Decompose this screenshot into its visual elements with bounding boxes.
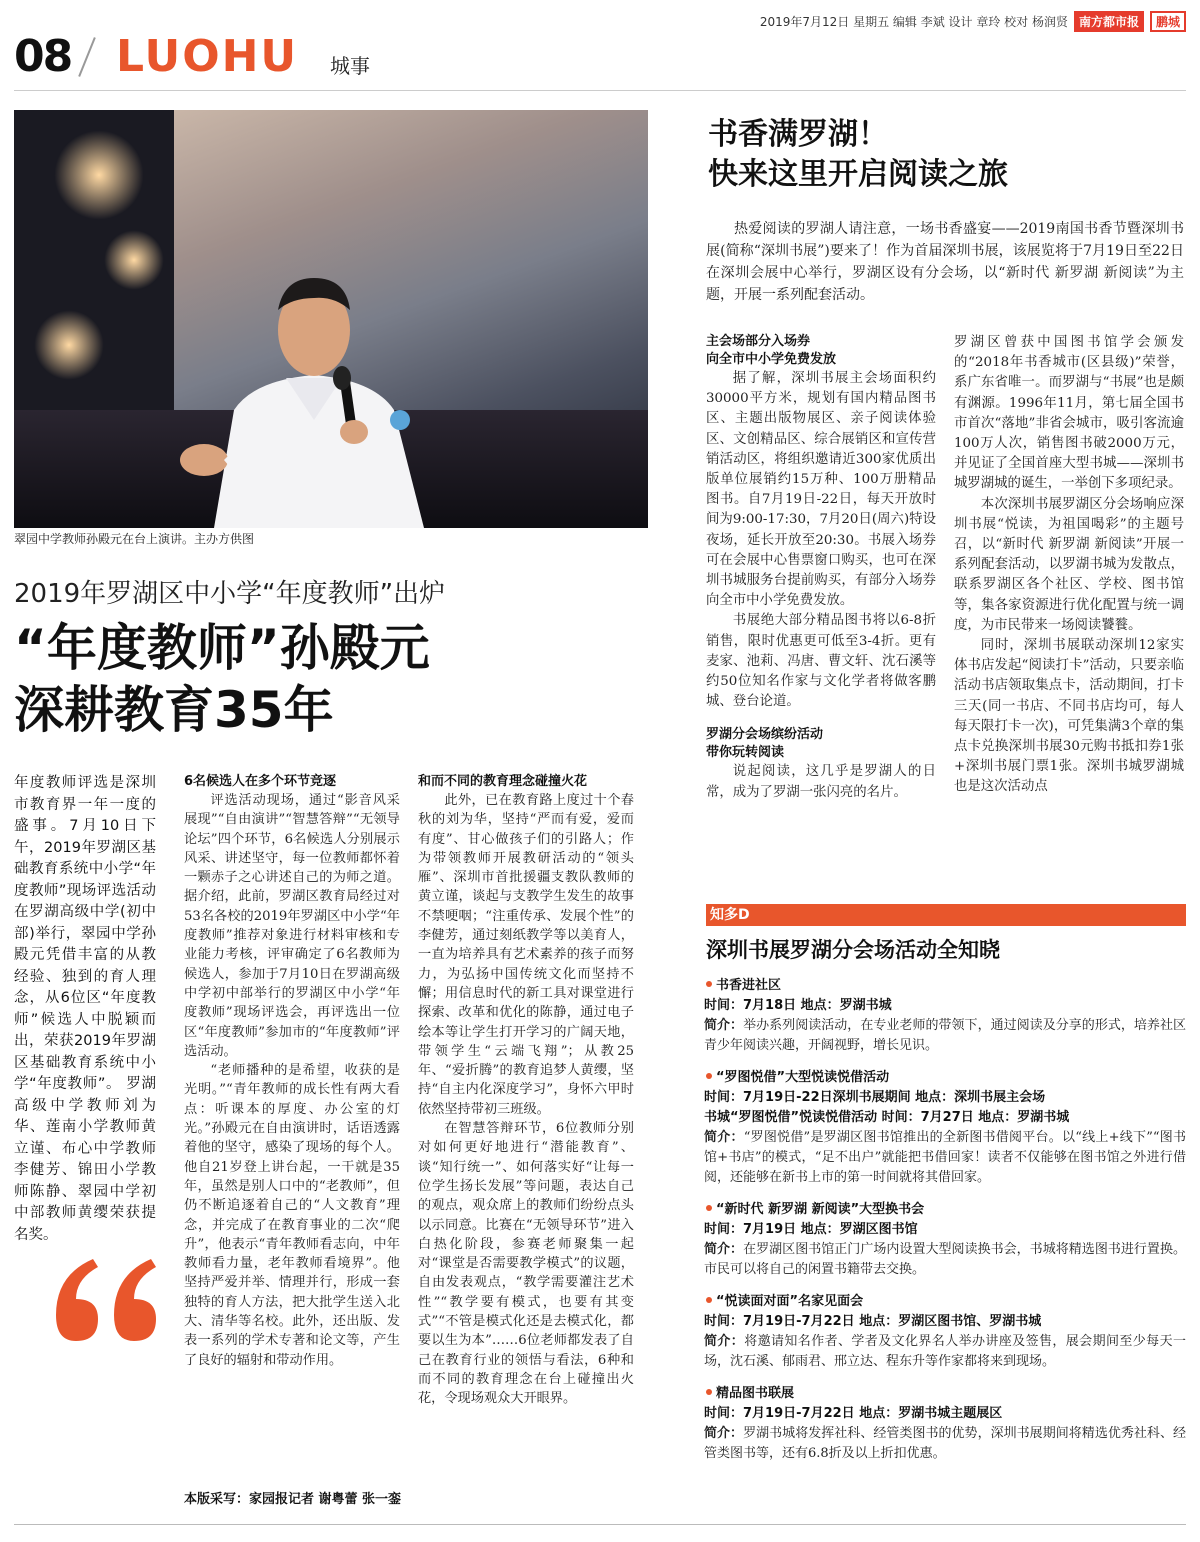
event-time-location: 时间：7月19日 地点：罗湖区图书馆 bbox=[704, 1222, 918, 1237]
event-time-location: 时间：7月18日 地点：罗湖书城 bbox=[704, 998, 892, 1013]
column-subhead: 主会场部分入场券 bbox=[706, 334, 811, 349]
event-description: “罗图悦借”是罗湖区图书馆推出的全新图书借阅平台。以“线上+线下”“图书馆+书店”的模式，“足不出户”就能把书借回家！读者不仅能够在图书馆之外进行借阅，还能够在新书上市的第一时间就将其借回家。 bbox=[704, 1130, 1186, 1185]
right-headline-line1: 书香满罗湖！ bbox=[708, 117, 888, 152]
event-time-location: 时间：7月19日-22日深圳书展期间 地点：深圳书展主会场 bbox=[704, 1090, 1046, 1105]
article-headline-line2: 深耕教育35年 bbox=[14, 681, 334, 739]
paragraph: 据了解，深圳书展主会场面积约30000平方米，规划有国内精品图书区、主题出版物展区、亲子阅读体验区、文创精品区、综合展销区和宣传营销活动区，将组织邀请近300家优质出版单位展销约15万种、100万册精品图书。自7月19日-22日，每天开放时间为9:00-17:30，7月20日(周六)特设夜场，延长开放至20:30。书展入场券可在会展中心售票窗口购买，也可在深圳书城服务台提前购买，有部分入场券向全市中小学免费发放。 bbox=[706, 371, 936, 609]
byline: 本版采写：家园报记者 谢粤蕾 张一銮 bbox=[184, 1492, 402, 1507]
event-item bbox=[704, 1384, 1186, 1464]
page-number: 08 bbox=[14, 31, 72, 82]
column-subhead: 带你玩转阅读 bbox=[706, 745, 785, 761]
paragraph: 说起阅读，这几乎是罗湖人的日常，成为了罗湖一张闪亮的名片。 bbox=[706, 764, 936, 800]
right-headline-line2: 快来这里开启阅读之旅 bbox=[708, 157, 1008, 192]
article-lead: 年度教师评选是深圳市教育界一年一度的盛事。7月10日下午，2019年罗湖区基础教育系统中小学“年度教师”现场评选活动在罗湖高级中学(初中部)举行，翠园中学孙殿元凭借丰富的从教经验、独到的育人理念，从6位区“年度教师”候选人中脱颖而出，荣获2019年罗湖区基础教育系统中小学“年度教师”。 罗湖高级中学教师刘为华、莲南小学教师黄立谨、布心中学教师李健芳、锦田小学教师陈静、翠园中学初中部教师黄缨荣获提名奖。 bbox=[14, 775, 156, 1243]
bullet-icon bbox=[706, 981, 712, 987]
paragraph: 在智慧答辩环节，6位教师分别对如何更好地进行“潜能教育”、谈“知行统一”、如何落实好“让每一位学生扬长发展”等问题，表达自己的观点，观众席上的教师们纷纷点头以示同意。比赛在“无领导环节”进入白热化阶段，参赛老师聚集一起对“课堂是否需要教学模式”的议题，自由发表观点，“教学需要灌注艺术性”“教学要有模式，也要有其变式”“不管是模式化还是去模式化，都要以生为本”……6位老师都发表了自己在教育行业的领悟与看法，6种和而不同的教育理念在台上碰撞出火花，令现场观众大开眼界。 bbox=[418, 1121, 634, 1407]
event-time-location: 时间：7月19日-7月22日 地点：罗湖区图书馆、罗湖书城 bbox=[704, 1314, 1042, 1329]
right-intro bbox=[706, 218, 1184, 306]
article-column-2 bbox=[184, 773, 400, 1370]
event-title: “罗图悦借”大型悦读悦借活动 bbox=[716, 1070, 890, 1085]
date-line: 2019年7月12日 星期五 编辑 李斌 设计 章玲 校对 杨润贤 bbox=[759, 14, 1068, 29]
event-time-location: 时间：7月19日-7月22日 地点：罗湖书城主题展区 bbox=[704, 1406, 1003, 1421]
masthead-meta bbox=[760, 10, 1186, 32]
paragraph: 罗湖区曾获中国图书馆学会颁发的“2018年书香城市(区县级)”荣誉，系广东省唯一。而罗湖与“书展”也是颇有渊源。1996年11月，第七届全国书市首次“落地”非省会城市，吸引客流逾100万人次，销售图书破2000万元，并见证了全国首座大型书城——深圳书城罗湖城的诞生，一举创下多项纪录。 bbox=[954, 335, 1184, 492]
right-column-1 bbox=[706, 333, 936, 803]
brand-logo: 南方都市报 bbox=[1074, 11, 1144, 32]
event-item bbox=[704, 1068, 1186, 1188]
paragraph: 评选活动现场，通过“影音风采展现”“自由演讲”“智慧答辩”“无领导论坛”四个环节，6名候选人分别展示风采、讲述坚守，每一位教师都怀着一颗赤子之心讲述自己的为师之道。据介绍，此前，罗湖区教育局经过对53名各校的2019年罗湖区中小学“年度教师”推荐对象进行材料审核和专业能力考核，评审确定了6名教师为候选人，参加于7月10日在罗湖高级中学初中部举行的罗湖区中小学“年度教师”现场评选会，再评选出一位区“年度教师”参加市的“年度教师”评选活动。 bbox=[184, 793, 400, 1059]
stage-light bbox=[34, 310, 104, 380]
section-subtitle: 城事 bbox=[330, 54, 370, 78]
column-subhead: 和而不同的教育理念碰撞火花 bbox=[418, 774, 588, 789]
paragraph: 同时，深圳书展联动深圳12家实体书店发起“阅读打卡”活动，只要亲临活动书店领取集点卡，活动期间，打卡三天(同一书店、不同书店均可，每人每天限打卡一次)，可凭集满3个章的集点卡兑换深圳书展30元购书抵扣券1张+深圳书展门票1张。深圳书城罗湖城也是这次活动点 bbox=[954, 638, 1184, 795]
desc-label: 简介： bbox=[704, 1334, 745, 1349]
stage-light bbox=[54, 130, 144, 220]
event-list bbox=[704, 976, 1186, 1476]
event-title: 书香进社区 bbox=[716, 978, 782, 993]
event-extra-line: 书城“罗图悦借”悦读悦借活动 时间：7月27日 地点：罗湖书城 bbox=[704, 1110, 1070, 1125]
bullet-icon bbox=[706, 1205, 712, 1211]
desc-label: 简介： bbox=[704, 1426, 744, 1441]
paragraph: “老师播种的是希望，收获的是光明。”“青年教师的成长性有两大看点：听课本的厚度、办公室的灯光。”孙殿元在自由演讲时，话语透露着他的坚守，感染了现场的每个人。他自21岁登上讲台起，一干就是35年，虽然是别人口中的“老教师”，但仍不断追逐着自己的“人文教育”理念，并完成了在教育事业的二次“爬升”，他表示“青年教师看志向，中年教师看力量，老年教师看境界”。他坚持严爱并举、情理并行，形成一套独特的育人方法，把大批学生送入北大、清华等名校。此外，还出版、发表一系列的学术专著和论文等，产生了良好的辐射和带动作用。 bbox=[184, 1063, 400, 1368]
event-description: 将邀请知名作者、学者及文化界名人举办讲座及签售，展会期间至少每天一场，沈石溪、郁雨君、邢立达、程东升等作家都将来到现场。 bbox=[704, 1334, 1186, 1369]
info-box-title: 深圳书展罗湖分会场活动全知晓 bbox=[706, 938, 1000, 962]
event-item bbox=[704, 1292, 1186, 1372]
photo-caption: 翠园中学教师孙殿元在台上演讲。主办方供图 bbox=[14, 532, 255, 546]
paragraph: 本次深圳书展罗湖区分会场响应深圳书展“悦读，为祖国喝彩”的主题号召，以“新时代 新罗湖 新阅读”开展一系列配套活动，以罗湖书城为发散点，联系罗湖区各个社区、学校、图书馆等，集各家资源进行优化配置与统一调度，为市民带来一场阅读饕餮。 bbox=[954, 496, 1184, 633]
column-subhead: 6名候选人在多个环节竞逐 bbox=[184, 774, 337, 789]
desc-label: 简介： bbox=[704, 1242, 744, 1257]
bullet-icon bbox=[706, 1297, 712, 1303]
paragraph: 此外，已在教育路上度过十个春秋的刘为华，坚持“严而有爱，爱而有度”、甘心做孩子们的引路人；作为带领教师开展教研活动的“领头雁”、深圳市首批援疆支教队教师的黄立谨，谈起与支教学生发生的故事不禁哽咽；“注重传承、发展个性”的李健芳，通过刻纸教学等以美育人，一直为培养具有艺术素养的孩子而努力，为弘扬中国传统文化而坚持不懈；用信息时代的新工具对课堂进行探索、改革和优化的陈静，通过电子绘本等让学生打开学习的广阔天地，带领学生“云端飞翔”；从教25年、“爱折腾”的教育追梦人黄缨，坚持“自主内化深度学习”，身怀六甲时依然坚持带初三班级。 bbox=[418, 793, 634, 1117]
quote-mark-icon bbox=[48, 1255, 168, 1345]
event-item bbox=[704, 976, 1186, 1056]
header-divider bbox=[78, 37, 96, 77]
section-title: LUOHU bbox=[116, 31, 299, 82]
header-rule bbox=[14, 90, 1186, 91]
paragraph: 书展绝大部分精品图书将以6-8折销售，限时优惠更可低至3-4折。更有麦家、池莉、冯唐、曹文轩、沈石溪等约50位知名作家与文化学者将做客鹏城、登台论道。 bbox=[706, 613, 936, 710]
info-box-label: 知多D bbox=[710, 907, 750, 923]
event-description: 罗湖书城将发挥社科、经管类图书的优势，深圳书展期间将精选优秀社科、经管类图书等，还有6.8折及以上折扣优惠。 bbox=[704, 1426, 1186, 1461]
footer-rule bbox=[14, 1524, 1186, 1525]
bullet-icon bbox=[706, 1073, 712, 1079]
event-title: “悦读面对面”名家见面会 bbox=[716, 1294, 864, 1309]
article-headline-line1: “年度教师”孙殿元 bbox=[14, 619, 430, 677]
event-title: “新时代 新罗湖 新阅读”大型换书会 bbox=[716, 1202, 925, 1217]
paragraph: 热爱阅读的罗湖人请注意，一场书香盛宴——2019南国书香节暨深圳书展(简称“深圳书展”)要来了！作为首届深圳书展，该展览将于7月19日至22日在深圳会展中心举行，罗湖区设有分会场，以“新时代 新罗湖 新阅读”为主题，开展一系列配套活动。 bbox=[706, 221, 1184, 303]
right-column-2 bbox=[954, 333, 1184, 798]
lead-photo bbox=[14, 110, 648, 528]
desc-label: 简介： bbox=[704, 1018, 744, 1033]
info-box-banner bbox=[706, 904, 1186, 926]
event-title: 精品图书联展 bbox=[716, 1386, 795, 1401]
desc-label: 简介： bbox=[704, 1130, 744, 1145]
column-subhead: 向全市中小学免费发放 bbox=[706, 352, 837, 367]
article-kicker: 2019年罗湖区中小学“年度教师”出炉 bbox=[14, 579, 446, 609]
brand-logo-2: 鹏城 bbox=[1150, 11, 1186, 32]
event-description: 举办系列阅读活动，在专业老师的带领下，通过阅读及分享的形式，培养社区青少年阅读兴趣，开阔视野，增长见识。 bbox=[704, 1018, 1186, 1053]
article-column-3 bbox=[418, 773, 634, 1409]
event-item bbox=[704, 1200, 1186, 1280]
speaker-figure bbox=[174, 260, 454, 528]
column-subhead: 罗湖分会场缤纷活动 bbox=[706, 727, 824, 743]
bullet-icon bbox=[706, 1389, 712, 1395]
event-description: 在罗湖区图书馆正门广场内设置大型阅读换书会，书城将精选图书进行置换。市民可以将自己的闲置书籍带去交换。 bbox=[704, 1242, 1186, 1277]
stage-light bbox=[104, 230, 164, 290]
